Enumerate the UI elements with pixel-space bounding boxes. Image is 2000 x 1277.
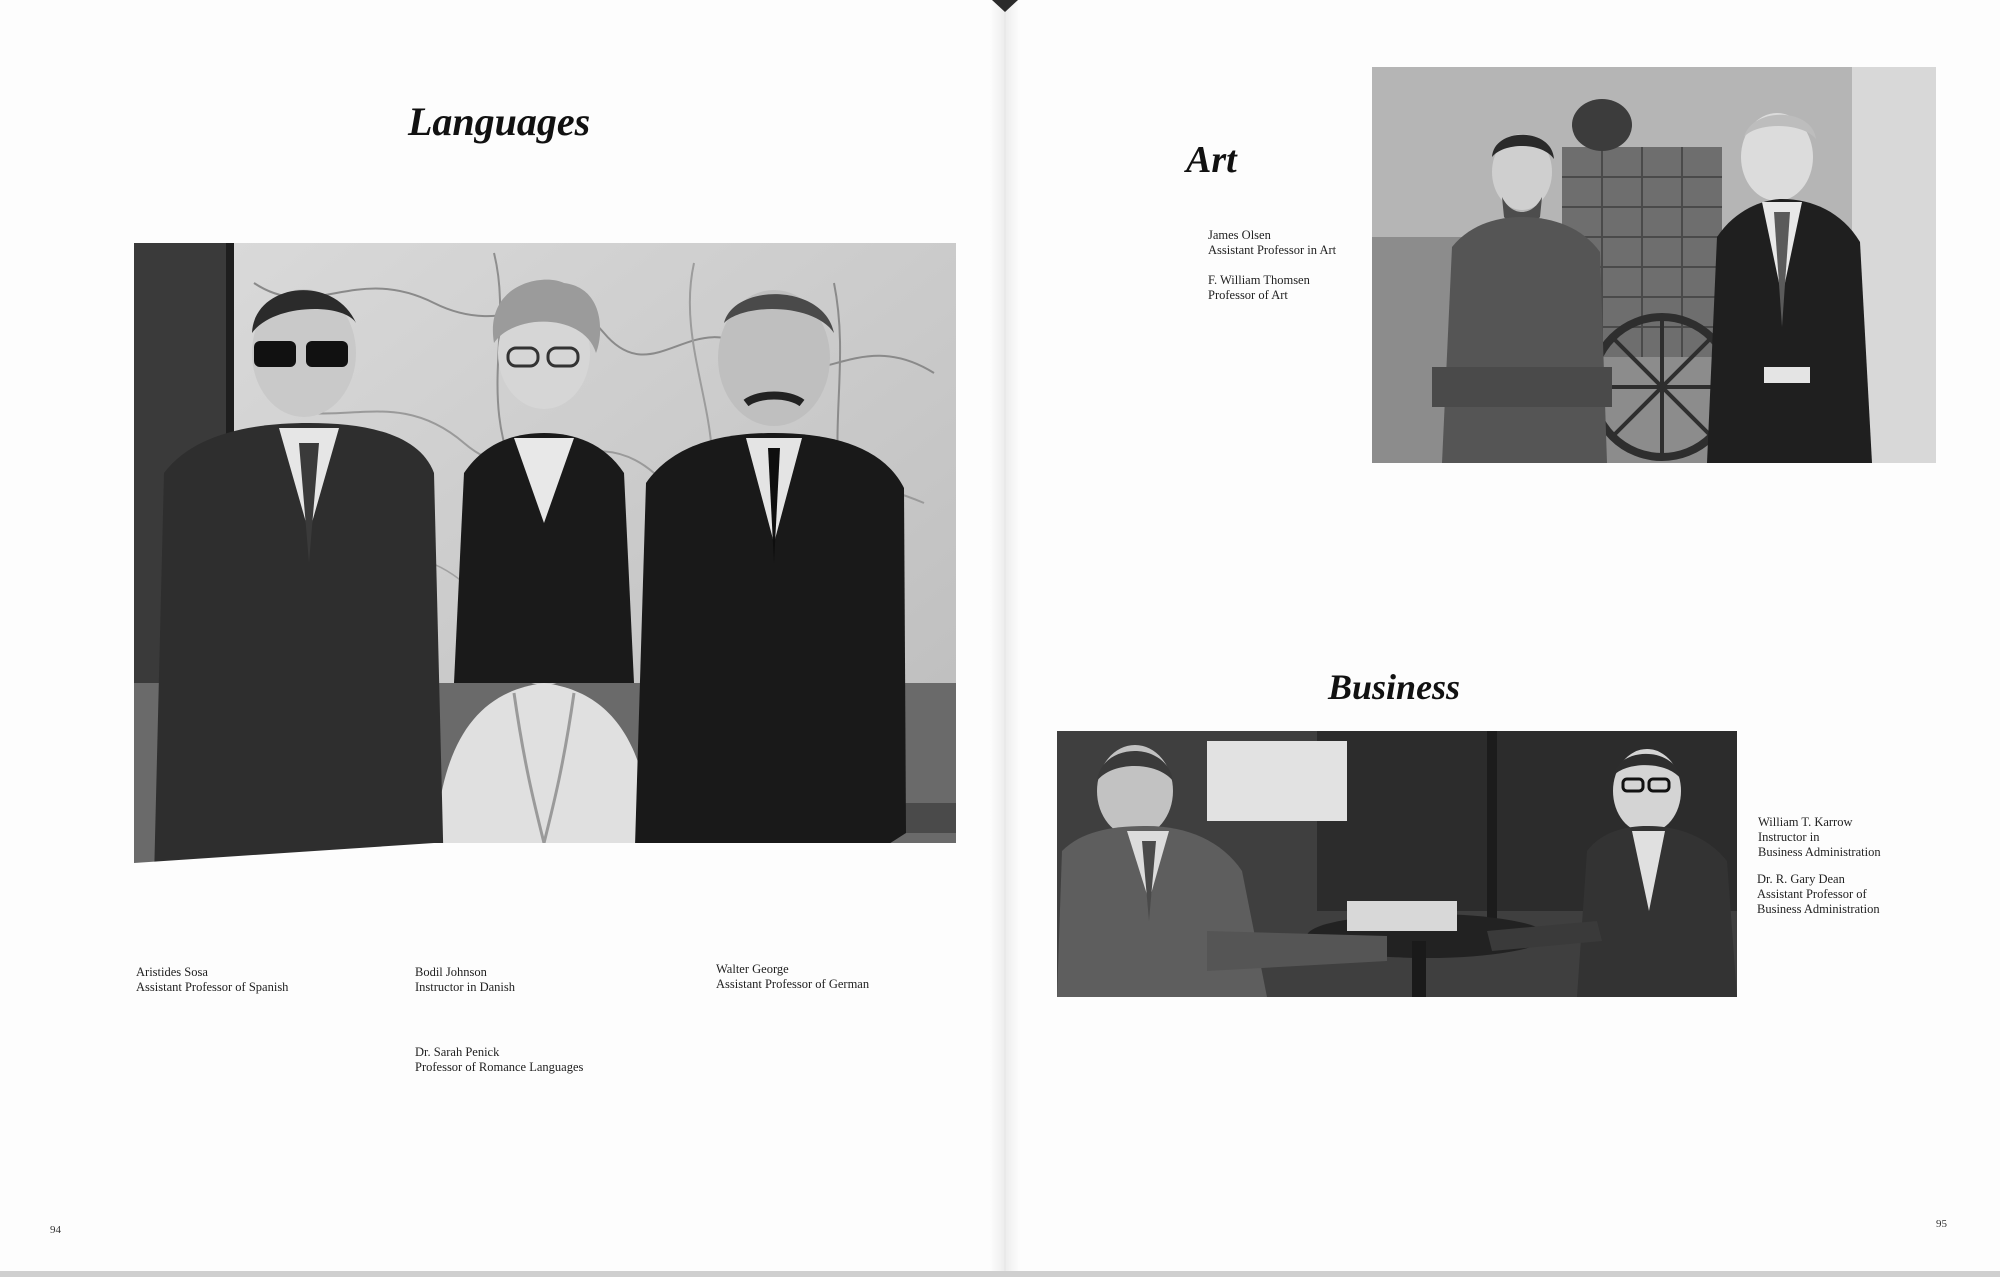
page-number-left: 94 bbox=[50, 1224, 61, 1236]
caption-name: Aristides Sosa bbox=[136, 965, 208, 979]
caption-name: William T. Karrow bbox=[1758, 815, 1853, 829]
business-faculty-photo bbox=[1057, 731, 1737, 997]
caption-william-karrow bbox=[1758, 815, 1881, 860]
caption-name: James Olsen bbox=[1208, 228, 1271, 242]
business-photo-art bbox=[1057, 731, 1737, 997]
caption-name: Dr. R. Gary Dean bbox=[1757, 872, 1845, 886]
page-gutter bbox=[990, 0, 1020, 1277]
art-photo-art bbox=[1372, 67, 1936, 463]
caption-title-line2: Business Administration bbox=[1758, 845, 1881, 859]
page-number-right: 95 bbox=[1936, 1218, 1947, 1230]
languages-faculty-photo bbox=[134, 243, 956, 879]
caption-james-olsen bbox=[1208, 228, 1336, 258]
caption-title: Professor of Art bbox=[1208, 288, 1288, 302]
languages-photo-art bbox=[134, 243, 956, 879]
caption-title: Assistant Professor of Spanish bbox=[136, 980, 289, 994]
caption-name: Walter George bbox=[716, 962, 789, 976]
page-bottom-edge bbox=[0, 1271, 2000, 1277]
caption-name: F. William Thomsen bbox=[1208, 273, 1310, 287]
art-heading: Art bbox=[1186, 139, 1237, 181]
caption-aristides-sosa bbox=[136, 965, 288, 995]
caption-title: Instructor in Danish bbox=[415, 980, 515, 994]
caption-name: Bodil Johnson bbox=[415, 965, 487, 979]
caption-walter-george bbox=[716, 962, 869, 992]
caption-name: Dr. Sarah Penick bbox=[415, 1045, 500, 1059]
caption-title: Professor of Romance Languages bbox=[415, 1060, 584, 1074]
languages-heading: Languages bbox=[408, 99, 591, 144]
caption-bodil-johnson bbox=[415, 965, 515, 995]
caption-gary-dean bbox=[1757, 872, 1880, 917]
caption-title: Assistant Professor of German bbox=[716, 977, 870, 991]
art-faculty-photo bbox=[1372, 67, 1936, 463]
caption-title-line2: Business Administration bbox=[1757, 902, 1880, 916]
caption-title-line1: Instructor in bbox=[1758, 830, 1820, 844]
caption-sarah-penick bbox=[415, 1045, 583, 1075]
caption-title-line1: Assistant Professor of bbox=[1757, 887, 1867, 901]
caption-title: Assistant Professor in Art bbox=[1208, 243, 1337, 257]
caption-william-thomsen bbox=[1208, 273, 1310, 303]
business-heading: Business bbox=[1328, 667, 1461, 707]
